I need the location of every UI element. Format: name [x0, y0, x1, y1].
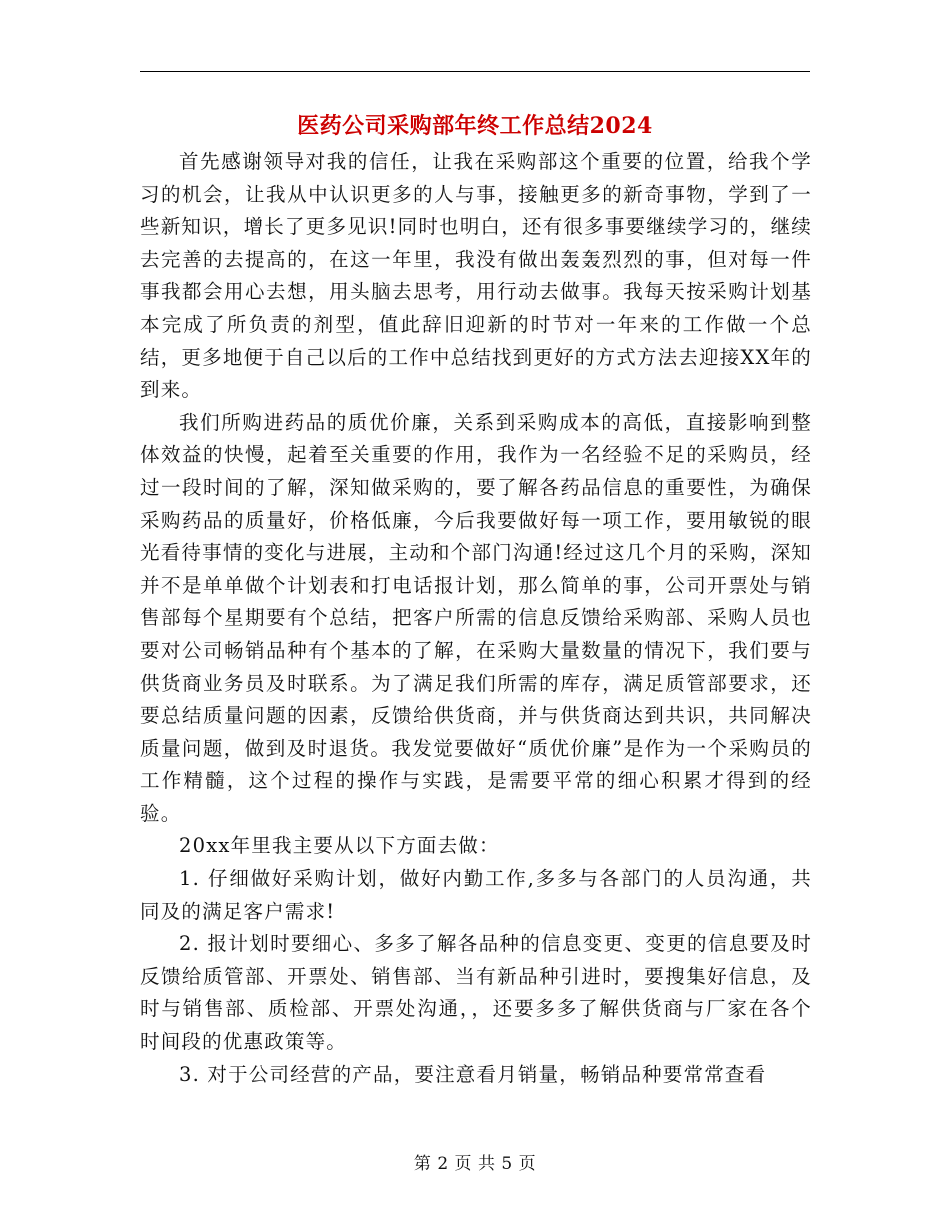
paragraph-6: 3. 对于公司经营的产品，要注意看月销量，畅销品种要常常查看	[179, 1062, 767, 1086]
paragraph-4: 1. 仔细做好采购计划，做好内勤工作,多多与各部门的人员沟通，共同及的满足客户需求!	[140, 867, 812, 923]
document-title: 医药公司采购部年终工作总结2024	[297, 113, 653, 139]
paragraph-3: 20xx年里我主要从以下方面去做：	[179, 834, 500, 858]
paragraph-5: 2. 报计划时要细心、多多了解各品种的信息变更、变更的信息要及时反馈给质管部、开票处、销售部、当有新品种引进时，要搜集好信息，及时与销售部、质检部、开票处沟通，，还要多多了解供货商与厂家在各个时间段的优惠政策等。	[140, 932, 812, 1054]
paragraph-2: 我们所购进药品的质优价廉，关系到采购成本的高低，直接影响到整体效益的快慢，起着至关重要的作用，我作为一名经验不足的采购员，经过一段时间的了解，深知做采购的，要了解各药品信息的重要性，为确保采购药品的质量好，价格低廉，今后我要做好每一项工作，要用敏锐的眼光看待事情的变化与进展，主动和个部门沟通!经过这几个月的采购，深知并不是单单做个计划表和打电话报计划，那么简单的事，公司开票处与销售部每个星期要有个总结，把客户所需的信息反馈给采购部、采购人员也要对公司畅销品种有个基本的了解，在采购大量数量的情况下，我们要与供货商业务员及时联系。为了满足我们所需的库存，满足质管部要求，还要总结质量问题的因素，反馈给供货商，并与供货商达到共识，共同解决质量问题，做到及时退货。我发觉要做好“质优价廉”是作为一个采购员的工作精髓，这个过程的操作与实践，是需要平常的细心积累才得到的经验。	[140, 410, 812, 825]
paragraph-1: 首先感谢领导对我的信任，让我在采购部这个重要的位置，给我个学习的机会，让我从中认识更多的人与事，接触更多的新奇事物，学到了一些新知识，增长了更多见识!同时也明白，还有很多事要继续学习的，继续去完善的去提高的，在这一年里，我没有做出轰轰烈烈的事，但对每一件事我都会用心去想，用头脑去思考，用行动去做事。我每天按采购计划基本完成了所负责的剂型，值此辞旧迎新的时节对一年来的工作做一个总结，更多地便于自己以后的工作中总结找到更好的方式方法去迎接XX年的到来。	[140, 150, 812, 402]
document-body	[140, 146, 812, 1091]
page-number-footer: 第 2 页 共 5 页	[413, 1154, 537, 1174]
header-rule	[140, 71, 810, 72]
